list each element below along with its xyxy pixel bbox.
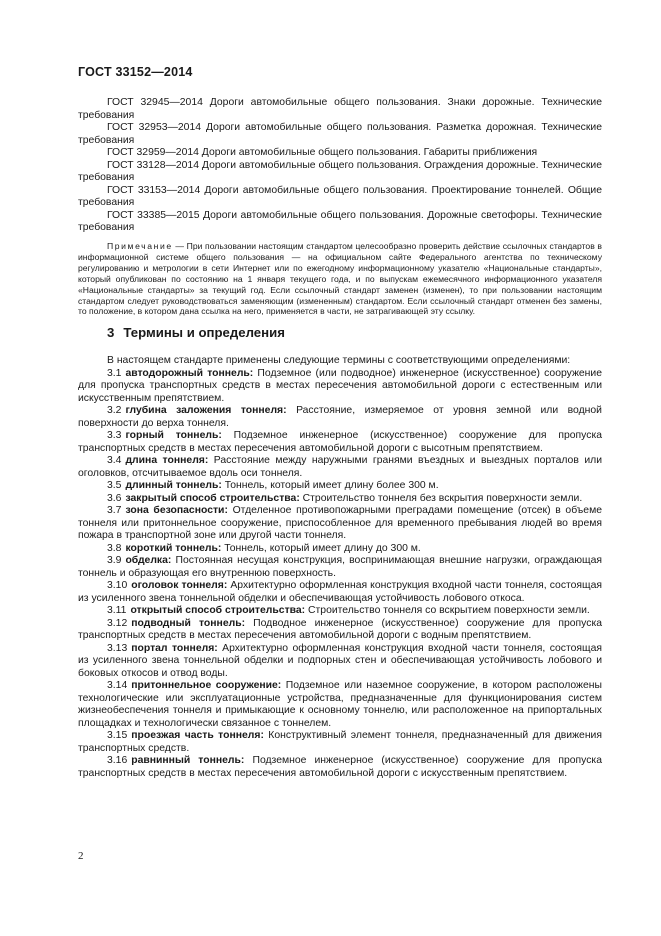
terms-intro: В настоящем стандарте применены следующие термины с соответствующими определениями: — [107, 355, 571, 366]
term-definition: Тоннель, который имеет длину до 300 м. — [221, 542, 421, 554]
term-definition: Подземное инженерное (искусственное) сооружение для пропуска транспортных средств в местах пересечения автомобильной дороги с искусственным препятствием. — [78, 755, 602, 779]
term-entry — [78, 493, 602, 506]
term-number: 3.7 — [107, 505, 122, 516]
reference-item: ГОСТ 33385—2015 Дороги автомобильные общего пользования. Дорожные светофоры. Технические требования — [78, 209, 602, 233]
term-entry — [78, 680, 602, 730]
term-number: 3.2 — [107, 405, 122, 416]
term-number: 3.11 — [107, 605, 127, 616]
term-definition: Расстояние, измеряемое от уровня земной или водной поверхности до верха тоннеля. — [78, 405, 602, 429]
term-entry — [78, 605, 602, 618]
term-name: притоннельное сооружение: — [131, 680, 282, 691]
term-number: 3.13 — [107, 642, 128, 654]
term-name: короткий тоннель: — [125, 542, 222, 554]
document-code-header: ГОСТ 33152—2014 — [78, 65, 193, 79]
term-name: оголовок тоннеля: — [131, 580, 228, 591]
term-definition: Постоянная несущая конструкция, воспринимающая внешние нагрузки, ограждающая тоннель и образующая его внутреннюю поверхность. — [78, 555, 602, 579]
term-definition: Тоннель, который имеет длину более 300 м. — [221, 480, 439, 491]
term-name: обделка: — [125, 555, 172, 566]
term-entry — [78, 730, 602, 755]
term-entry — [78, 643, 602, 681]
term-name: зона безопасности: — [125, 505, 228, 516]
term-name: глубина заложения тоннеля: — [125, 405, 287, 416]
term-number: 3.14 — [107, 680, 128, 691]
term-number: 3.1 — [107, 367, 122, 379]
term-number: 3.6 — [107, 492, 122, 504]
term-definition: Архитектурно оформленная конструкция входной части тоннеля, состоящая из усиленного звена тоннельной обделки и обеспечивающая устойчивость лобового откоса. — [78, 580, 603, 604]
term-entry — [78, 480, 602, 493]
term-name: длина тоннеля: — [125, 455, 209, 466]
note-text: — При пользовании настоящим стандартом целесообразно проверить действие ссылочных стандартов в информационной системе общего пользования — на официальном сайте Федерального агентства по техническому регулированию и метрологии в сети Интернет или по ежегодному информационному указателю «Национальные стандарты», который опубликован по состоянию на 1 января текущего года, и по выпускам ежемесячного информационного указателя «Национальные стандарты» за текущий год. Если ссылочный стандарт заменен (изменен), то при пользовании настоящим стандартом следует руководствоваться заменяющим (измененным) стандартом. Если ссылочный стандарт отменен без замены, то положение, в котором дана ссылка на него, применяется в части, не затрагивающей эту ссылку. — [78, 241, 602, 317]
term-definition: Подземное (или подводное) инженерное (искусственное) сооружение для пропуска транспортных средств в местах пересечения автомобильной дороги с естественным или искусственным препятствием. — [78, 367, 603, 404]
reference-item: ГОСТ 32945—2014 Дороги автомобильные общего пользования. Знаки дорожные. Технические требования — [78, 97, 602, 121]
term-entry — [78, 580, 602, 605]
page-number: 2 — [78, 850, 84, 862]
term-definition: Подземное или наземное сооружение, в котором расположены технологические или эксплуатационные устройства, предназначенные для функционирования систем жизнеобеспечения тоннеля и примыкающие к основному тоннелю, или расположенное на припортальных площадках и технологически связанное с тоннелем. — [78, 680, 602, 729]
term-entry — [78, 455, 602, 480]
references-list — [78, 97, 602, 235]
term-definition: Расстояние между наружными гранями въездных и выездных порталов или оголовков, отсчитываемое вдоль оси тоннеля. — [78, 455, 602, 479]
term-number: 3.8 — [107, 542, 122, 554]
reference-item: ГОСТ 32953—2014 Дороги автомобильные общего пользования. Разметка дорожная. Технические требования — [78, 122, 602, 146]
note-block — [78, 241, 602, 317]
term-entry — [78, 543, 602, 556]
term-definition: Подземное инженерное (искусственное) сооружение для пропуска транспортных средств в местах пересечения автомобильной дороги с высотным препятствием. — [78, 430, 603, 454]
section-heading — [107, 325, 285, 340]
term-name: закрытый способ строительства: — [125, 492, 300, 504]
term-name: портал тоннеля: — [131, 642, 218, 654]
term-entry — [78, 430, 602, 455]
term-definition: Строительство тоннеля со вскрытием поверхности земли. — [305, 605, 590, 616]
term-number: 3.4 — [107, 455, 122, 466]
term-definition: Подводное инженерное (искусственное) сооружение для пропуска транспортных средств в местах пересечения автомобильной дороги с водным препятствием. — [78, 617, 603, 641]
term-name: длинный тоннель: — [125, 480, 222, 491]
section-number: 3 — [107, 325, 115, 340]
term-entry — [78, 618, 602, 643]
term-definition: Конструктивный элемент тоннеля, предназначенный для движения транспортных средств. — [78, 730, 602, 754]
term-name: открытый способ строительства: — [130, 605, 306, 616]
term-number: 3.9 — [107, 555, 122, 566]
section-title: Термины и определения — [123, 325, 285, 340]
term-name: подводный тоннель: — [131, 617, 246, 629]
term-number: 3.15 — [107, 730, 128, 741]
term-number: 3.12 — [107, 617, 128, 629]
term-name: проезжая часть тоннеля: — [131, 730, 264, 741]
term-definition: Архитектурно оформленная конструкция входной части тоннеля, состоящая из усиленного звена тоннельной обделки и подпорных стен и обеспечивающая устойчивость лобового и боковых откосов и отвод воды. — [78, 642, 602, 679]
term-name: горный тоннель: — [125, 430, 222, 441]
term-name: автодорожный тоннель: — [125, 367, 254, 379]
reference-item: ГОСТ 33128—2014 Дороги автомобильные общего пользования. Ограждения дорожные. Технические требования — [78, 159, 602, 183]
terms-list — [78, 355, 602, 780]
term-entry — [78, 405, 602, 430]
term-number: 3.5 — [107, 480, 122, 491]
term-number: 3.16 — [107, 755, 128, 766]
term-number: 3.3 — [107, 430, 122, 441]
term-entry — [78, 555, 602, 580]
term-entry — [78, 755, 602, 780]
reference-item: ГОСТ 33153—2014 Дороги автомобильные общего пользования. Проектирование тоннелей. Общие требования — [78, 184, 602, 208]
term-definition: Отделенное противопожарными преградами помещение (отсек) в объеме тоннеля или притоннельное сооружение, приспособленное для временного пребывания людей во время пожара в транспортной зоне или другой части тоннеля. — [78, 505, 602, 541]
term-number: 3.10 — [107, 580, 128, 591]
term-name: равнинный тоннель: — [131, 755, 245, 766]
note-label: Примечание — [107, 241, 173, 251]
term-definition: Строительство тоннеля без вскрытия поверхности земли. — [299, 492, 583, 504]
term-entry — [78, 368, 602, 406]
term-entry — [78, 505, 602, 543]
reference-item: ГОСТ 32959—2014 Дороги автомобильные общего пользования. Габариты приближения — [107, 147, 538, 158]
